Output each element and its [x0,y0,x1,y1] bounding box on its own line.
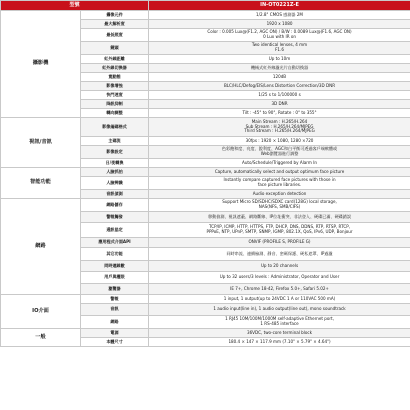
spec-value-line: TCP/IP, ICMP, HTTP, HTTPS, FTP, DHCP, DNS, DDNS, RTP, RTSP, RTCP, [209,224,350,230]
spec-value-line: 1 RS-485 interface [260,321,299,326]
spec-value [149,261,410,272]
spec-label: 紅外線距離 [81,55,149,64]
spec-value [149,304,410,316]
spec-value-line: Main Stream : H.265/H.264 [251,118,308,124]
spec-value-line: 3D DNR [271,100,288,106]
spec-label: 警報 [81,295,149,304]
spec-value-line: Auto/Schedule/Triggered by Alarm In [242,159,318,165]
spec-value-line: face picture libraries. [257,182,302,187]
spec-value-line: 1920 x 1080 [266,20,293,26]
spec-value-line: Color : 0.005 Lux@(F1.2, AGC ON) / B/W : 0.0089 Lux@(F1.6, AGC ON) [207,29,352,35]
section-name: 攝影機 [1,11,81,118]
spec-value-line: 1 RJ45 10M/100M/1000M self-adaptive Ethernet port, [225,316,334,322]
spec-body [1,11,410,347]
section-name: 網路 [1,199,81,295]
spec-label: 日/夜轉換 [81,159,149,168]
spec-value-line: Sub Stream : H.265/H.264/MJPEG [245,123,314,129]
spec-value-line: Two identical lenses, 4 mm [251,42,308,48]
spec-value [149,190,410,199]
spec-value-line: 1 audio input(line in), 1 audio output(line out), mono soundtrack [213,306,346,312]
spec-value [149,73,410,82]
spec-value-line: Instantly compare captured face pictures with those in [223,177,336,183]
spec-value [149,11,410,20]
spec-row [1,199,410,212]
spec-row [1,11,410,20]
spec-value [149,20,410,29]
spec-value-line: 色彩飽和度、亮度、銳利度、AGC和白平衡可透過客戶端軟體或 [221,146,338,152]
spec-value [149,212,410,223]
spec-label: 本體尺寸 [81,338,149,347]
spec-value [149,109,410,118]
spec-label: 快門速度 [81,91,149,100]
model-value: IN-OT0221Z-E [149,1,410,11]
spec-value [149,82,410,91]
spec-value-line: Tilt : -45° to 90°, Rotate : 0° to 355° [242,109,317,115]
spec-label: 應用程式介面API [81,238,149,248]
spec-label: 影像設定 [81,146,149,159]
spec-value-line: F1.6 [275,47,284,52]
section-name: 一般 [1,329,81,347]
spec-value-line: 機械式紅外線濾光片自動切換器 [250,64,309,70]
spec-value-line: 180.4 × 147 × 117.9 mm (7.10" × 5.79" × 4.64") [228,338,331,344]
spec-label: 網路 [81,316,149,329]
spec-label: 人臉抓拍 [81,168,149,177]
spec-value [149,248,410,261]
spec-value [149,55,410,64]
spec-value-line: 30fps : 1920 × 1080, 1280 ×720 [245,137,314,143]
spec-value-line: 1/25 s to 1/100000 s [258,91,301,97]
spec-label: 音訊 [81,304,149,316]
spec-value-line: Audio exception detection [252,190,307,196]
spec-value-line: BLC/HLC/Defog/EIS/Lens Distortion Correction/3D DNR [223,82,336,88]
spec-label: 其它功能 [81,248,149,261]
spec-row [1,295,410,304]
spec-value [149,137,410,146]
spec-row [1,168,410,177]
spec-value-line: 1 input, 1 output(up to 24VDC 1 A or 110VAC 500 mA) [223,295,336,301]
spec-value-line: 1/2.8" CMOS 感測器 2M [256,11,303,17]
spec-label: 最大解析度 [81,20,149,29]
spec-label: 人臉辨識 [81,177,149,190]
spec-value [149,42,410,55]
spec-label: 最低照度 [81,29,149,42]
spec-value [149,295,410,304]
spec-value-line: PPPoE, NTP, UPnP, SMTP, SNMP, IGMP, 802.1X, QoS, IPv6, UDP, Bonjour [206,229,353,234]
table-header-row [1,1,410,11]
spec-label: 轉向調整 [81,109,149,118]
spec-label: 影像增強 [81,82,149,91]
spec-value [149,91,410,100]
spec-label: 網路儲存 [81,199,149,212]
spec-label: 瀏覽器 [81,284,149,295]
spec-label: 紅外線切換器 [81,64,149,73]
spec-value [149,177,410,190]
spec-label: 警報觸發 [81,212,149,223]
spec-value-line: 同時串流、連續檢測、靜音、密碼保護、硬私遮罩、IP過濾 [226,250,333,256]
spec-value-line: NAS(NFS, SMB/CIFS) [258,204,301,209]
section-name: IO介面 [1,295,81,329]
model-label: 型號 [1,1,149,11]
spec-value-line: Web瀏覽器進行調整 [260,151,299,156]
spec-label: 通訊協定 [81,223,149,238]
spec-value [149,100,410,109]
spec-value-line: ONVIF (PROFILE S, PROFILE G) [248,239,311,245]
spec-value [149,168,410,177]
spec-label: 攝像元件 [81,11,149,20]
spec-value [149,272,410,284]
spec-value-line: 120dB [272,73,287,79]
spec-value [149,146,410,159]
spec-value-line: 36VDC, two-core terminal block [246,329,313,335]
spec-value-line: Third Stream : H.265/H.264/MJPEG [244,128,315,134]
spec-value-line: IE 7+, Chrome 18-42, Firefox 5.0+, Safari 5.02+ [230,285,329,291]
spec-label: 寬動態 [81,73,149,82]
section-name: 智能功能 [1,168,81,199]
spec-value-line: Up to 10m [268,55,291,61]
spec-label: 主碼流 [81,137,149,146]
spec-label: 影像編碼格式 [81,118,149,137]
spec-value [149,238,410,248]
spec-value [149,338,410,347]
spec-value [149,316,410,329]
spec-label: 用戶與權限 [81,272,149,284]
spec-label: 電源 [81,329,149,338]
spec-value-line: 移動偵測、視訊遮蔽、網路斷線、IP位址衝突、非法登入、硬碟已滿、硬碟錯誤 [208,213,351,219]
spec-value [149,329,410,338]
section-name: 視訊/音訊 [1,118,81,168]
spec-label: 音訊偵測 [81,190,149,199]
spec-row [1,329,410,338]
spec-value [149,29,410,42]
spec-value-line: 0 Lux with IR on [263,34,296,39]
spec-value-line: Up to 32 users/3 levels : Administrator, Operator and User [219,274,340,280]
spec-value [149,64,410,73]
spec-value [149,223,410,238]
spec-value-line: Up to 20 channels [260,262,299,268]
spec-value-line: Support Micro SD/SDHC/SDXC card(128G) local storage, [222,199,337,205]
spec-label: 鏡頭 [81,42,149,55]
spec-label: 降訊抑制 [81,100,149,109]
spec-row [1,118,410,137]
spec-value [149,284,410,295]
spec-value-line: Capture, automatically select and output optimum face picture [214,168,345,174]
spec-label: 同時連線數 [81,261,149,272]
spec-value [149,199,410,212]
spec-value [149,159,410,168]
spec-value [149,118,410,137]
